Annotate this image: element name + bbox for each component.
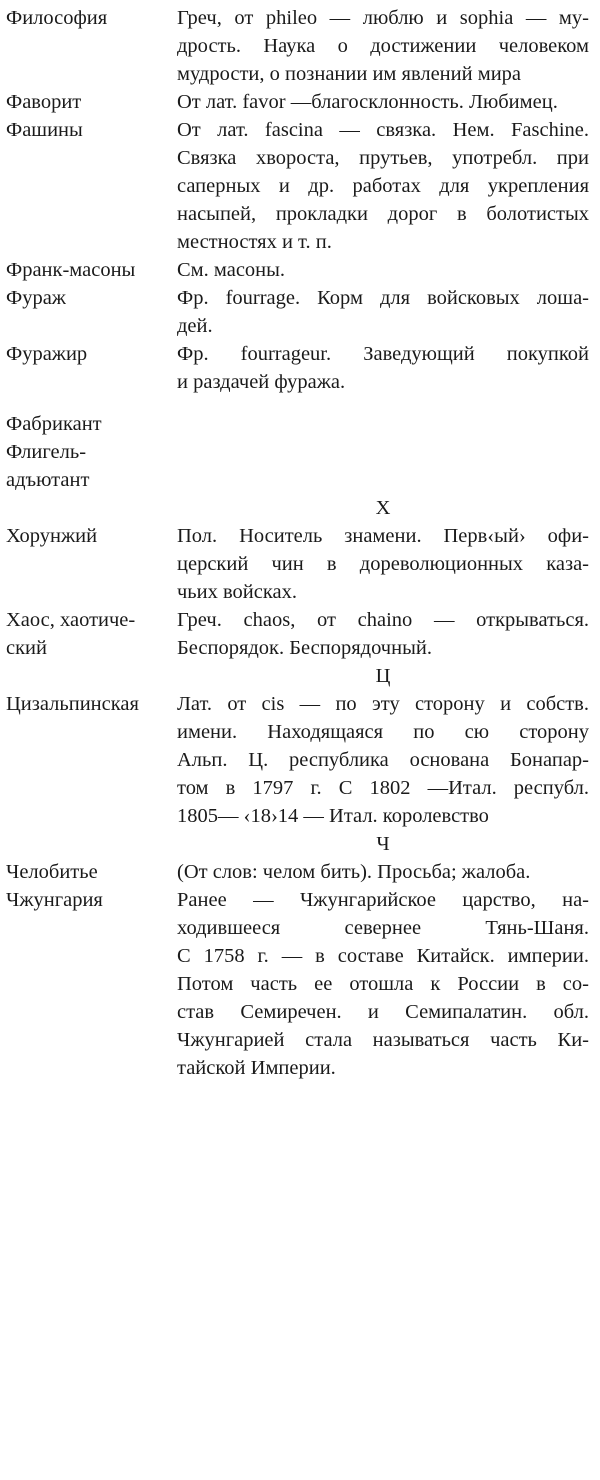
- term: [0, 256, 177, 284]
- definition: [177, 606, 589, 662]
- term: [0, 88, 177, 116]
- def-line: местностях и т. п.: [177, 231, 332, 253]
- term-text: Фураж: [6, 287, 66, 309]
- term-text: Хаос, хаотиче-: [6, 609, 136, 631]
- def-line: ходившееся севернее Тянь-Шаня.: [177, 917, 589, 939]
- def-line: Альп. Ц. республика основана Бонапар-: [177, 749, 589, 771]
- term-text: Фашины: [6, 119, 83, 141]
- def-line: Связка хвороста, прутьев, употребл. при: [177, 147, 589, 169]
- entry-khaos: [0, 606, 600, 662]
- term: [0, 606, 177, 662]
- def-line: став Семиречен. и Семипалатин. обл.: [177, 1001, 589, 1023]
- definition: [177, 284, 589, 340]
- entry-furazh: [0, 284, 600, 340]
- term: [0, 690, 177, 830]
- def-line: насыпей, прокладки дорог в болотистых: [177, 203, 589, 225]
- def-line: Фр. fourrageur. Заведующий покупкой: [177, 343, 589, 365]
- section-letter-text: Ч: [376, 833, 390, 855]
- term-text: Хорунжий: [6, 525, 98, 547]
- def-line: имени. Находящаяся по сю сторону: [177, 721, 589, 743]
- def-line: церский чин в дореволюционных каза-: [177, 553, 589, 575]
- term: [0, 284, 177, 340]
- def-line: (От слов: челом бить). Просьба; жалоба.: [177, 861, 531, 883]
- term-text: Фаворит: [6, 91, 82, 113]
- def-line: См. масоны.: [177, 259, 286, 281]
- def-line: С 1758 г. — в составе Китайск. империи.: [177, 945, 589, 967]
- term-text: Челобитье: [6, 861, 98, 883]
- def-line: том в 1797 г. С 1802 —Итал. республ.: [177, 777, 589, 799]
- term-text: Франк-масоны: [6, 259, 136, 281]
- def-line: Греч. chaos, от chaino — открываться.: [177, 609, 589, 631]
- def-line: Лат. от cis — по эту сторону и собств.: [177, 693, 589, 715]
- entry-chzhungariya: [0, 886, 600, 1082]
- def-line: Пол. Носитель знамени. Перв‹ый› офи-: [177, 525, 589, 547]
- section-letter: [177, 662, 589, 690]
- entry-fligel-adyutant: [0, 438, 600, 494]
- def-line: и раздачей фуража.: [177, 371, 346, 393]
- spacer: [0, 396, 600, 410]
- def-line: дей.: [177, 315, 213, 337]
- term: [0, 116, 177, 256]
- section-heading-kha: [0, 494, 600, 522]
- definition: [177, 116, 589, 256]
- def-line: 1805— ‹18›14 — Итал. королевство: [177, 805, 489, 827]
- term: [0, 858, 177, 886]
- entry-chelobitye: [0, 858, 600, 886]
- def-line: тайской Империи.: [177, 1057, 336, 1079]
- term: [0, 340, 177, 396]
- section-letter-text: Х: [375, 497, 391, 519]
- section-letter-text: Ц: [375, 665, 391, 687]
- section-heading-tse: [0, 662, 600, 690]
- def-line: Беспорядок. Беспорядочный.: [177, 637, 432, 659]
- term-spacer: [0, 830, 177, 858]
- entry-fashiny: [0, 116, 600, 256]
- def-line: Потом часть ее отошла к России в со-: [177, 973, 589, 995]
- definition: [177, 522, 589, 606]
- def-line: Ранее — Чжунгарийское царство, на-: [177, 889, 589, 911]
- definition: [177, 4, 589, 88]
- entry-fabrikant: [0, 410, 600, 438]
- term-text: Фабрикант: [6, 413, 102, 435]
- term-spacer: [0, 662, 177, 690]
- def-line: дрость. Наука о достижении человеком: [177, 35, 589, 57]
- term: [0, 4, 177, 88]
- def-line: мудрости, о познании им явлений мира: [177, 63, 522, 85]
- term-spacer: [0, 494, 177, 522]
- definition: [177, 438, 589, 494]
- term-text: Цизальпинская: [6, 693, 139, 715]
- term-text: Флигель-: [6, 441, 87, 463]
- section-letter: [177, 830, 589, 858]
- definition: [177, 886, 589, 1082]
- def-line: От лат. favor —благосклонность. Любимец.: [177, 91, 558, 113]
- definition: [177, 88, 589, 116]
- def-line: саперных и др. работах для укрепления: [177, 175, 589, 197]
- entry-filosofiya: [0, 4, 600, 88]
- def-line: Чжунгарией стала называться часть Ки-: [177, 1029, 589, 1051]
- term-text: Философия: [6, 7, 108, 29]
- entry-khorunzhiy: [0, 522, 600, 606]
- term-text: Чжунгария: [6, 889, 103, 911]
- term-text: адъютант: [6, 469, 90, 491]
- entry-furazhir: [0, 340, 600, 396]
- def-line: От лат. fascina — связка. Нем. Faschine.: [177, 119, 589, 141]
- definition: [177, 256, 589, 284]
- term-text: Фуражир: [6, 343, 88, 365]
- section-letter: [177, 494, 589, 522]
- def-line: чьих войсках.: [177, 581, 297, 603]
- entry-favorit: [0, 88, 600, 116]
- term: [0, 410, 177, 438]
- definition: [177, 690, 589, 830]
- term: [0, 522, 177, 606]
- term: [0, 886, 177, 1082]
- section-heading-che: [0, 830, 600, 858]
- term-text: ский: [6, 637, 47, 659]
- term: [0, 438, 177, 494]
- entry-tsizalpinskaya: [0, 690, 600, 830]
- def-line: Греч, от phileo — люблю и sophia — му-: [177, 7, 589, 29]
- definition: [177, 340, 589, 396]
- entry-frank-masony: [0, 256, 600, 284]
- definition: [177, 858, 589, 886]
- definition: [177, 410, 589, 438]
- def-line: Фр. fourrage. Корм для войсковых лоша-: [177, 287, 589, 309]
